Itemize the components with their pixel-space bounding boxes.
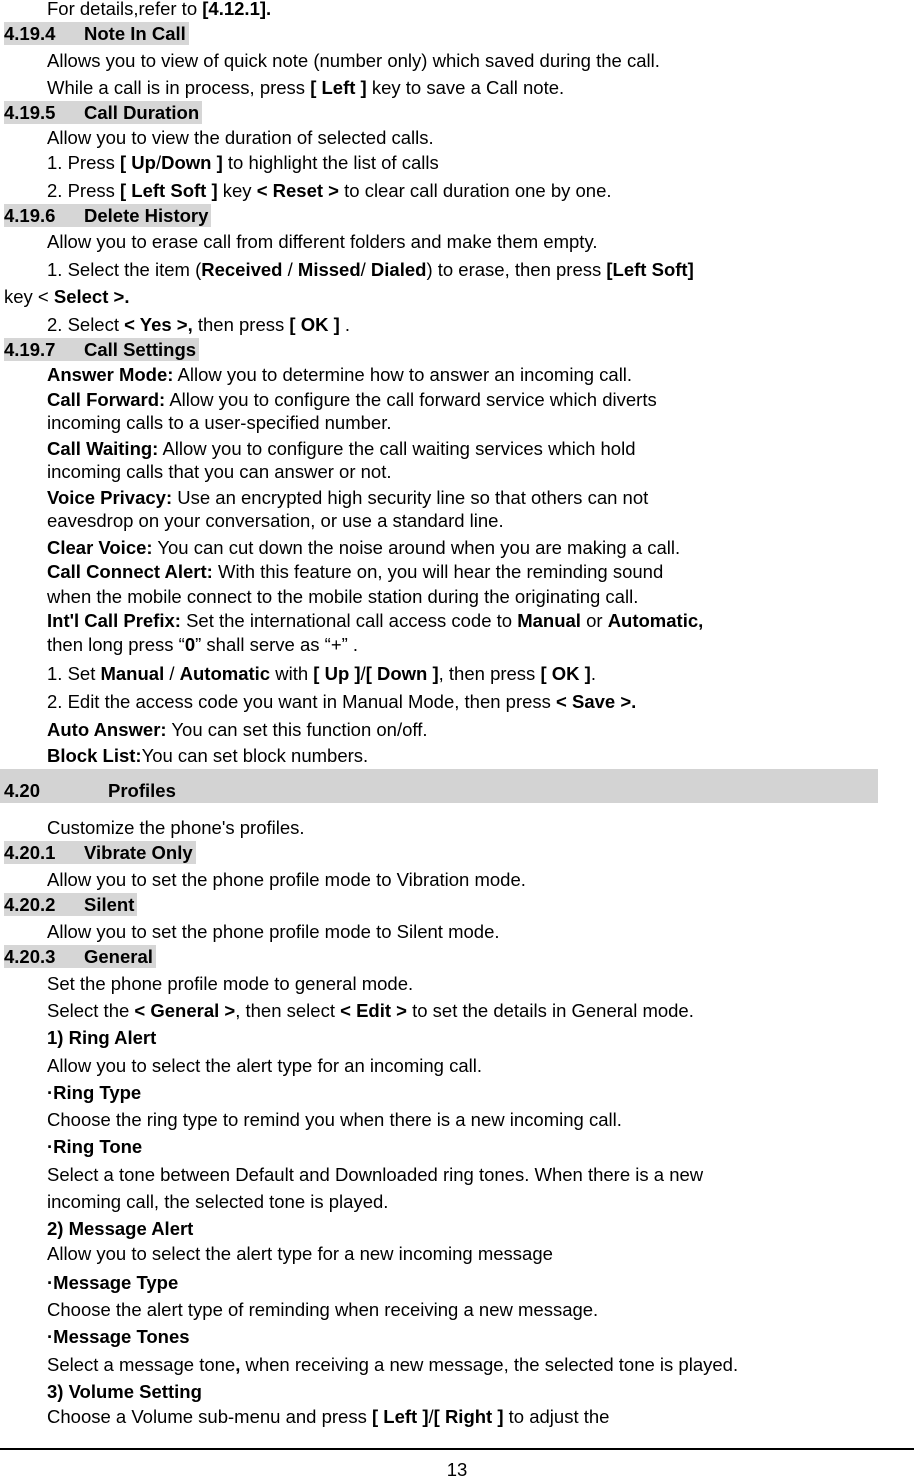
subheading-ring-type: ·Ring Type [47, 1082, 142, 1103]
paragraph: Customize the phone's profiles. [47, 817, 305, 838]
subheading-message-alert: 2) Message Alert [47, 1218, 194, 1239]
paragraph: Allows you to view of quick note (number only) which saved during the call. [47, 50, 660, 71]
section-heading-4-20-2: 4.20.2 Silent [4, 893, 137, 916]
step: 1. Press [ Up/Down ] to highlight the list of calls [47, 152, 439, 173]
section-heading-4-19-5: 4.19.5 Call Duration [4, 101, 202, 124]
paragraph: Choose the ring type to remind you when there is a new incoming call. [47, 1109, 622, 1130]
paragraph: Select a message tone, when receiving a new message, the selected tone is played. [47, 1354, 739, 1375]
paragraph: While a call is in process, press [ Left ] key to save a Call note. [47, 77, 565, 98]
section-heading-4-19-7: 4.19.7 Call Settings [4, 338, 199, 361]
step: 2. Edit the access code you want in Manual Mode, then press < Save >. [47, 691, 637, 712]
paragraph: Select a tone between Default and Downloaded ring tones. When there is a new [47, 1164, 704, 1185]
subheading-ring-tone: ·Ring Tone [47, 1136, 143, 1157]
step-continuation: key < Select >. [4, 286, 130, 307]
paragraph: Allow you to select the alert type for an incoming call. [47, 1055, 482, 1076]
section-heading-4-19-6: 4.19.6 Delete History [4, 204, 211, 227]
setting-call-waiting: Call Waiting: Allow you to configure the call waiting services which hold [47, 438, 636, 459]
setting-voice-privacy-cont: eavesdrop on your conversation, or use a standard line. [47, 510, 504, 531]
section-title: Profiles [108, 780, 176, 801]
section-band-4-20 [0, 769, 878, 803]
subheading-message-tones: ·Message Tones [47, 1326, 190, 1347]
paragraph: Select the < General >, then select < Edit > to set the details in General mode. [47, 1000, 694, 1021]
setting-intl-prefix: Int'l Call Prefix: Set the international call access code to Manual or Automatic, [47, 610, 704, 631]
setting-answer-mode: Answer Mode: Allow you to determine how to answer an incoming call. [47, 364, 633, 385]
section-heading-4-20-3: 4.20.3 General [4, 945, 156, 968]
paragraph: Allow you to set the phone profile mode to Silent mode. [47, 921, 500, 942]
refer-line: For details,refer to [4.12.1]. [47, 0, 272, 19]
paragraph: Choose the alert type of reminding when receiving a new message. [47, 1299, 599, 1320]
paragraph: Allow you to erase call from different folders and make them empty. [47, 231, 598, 252]
section-heading-4-20-1: 4.20.1 Vibrate Only [4, 841, 196, 864]
setting-intl-prefix-cont: then long press “0” shall serve as “+” . [47, 634, 359, 655]
section-number: 4.20 [4, 780, 41, 801]
step: 1. Set Manual / Automatic with [ Up ]/[ Down ], then press [ OK ]. [47, 663, 596, 684]
setting-auto-answer: Auto Answer: You can set this function on/off. [47, 719, 428, 740]
setting-call-connect-alert: Call Connect Alert: With this feature on, you will hear the reminding sound [47, 561, 664, 582]
section-heading-4-19-4: 4.19.4 Note In Call [4, 22, 189, 45]
setting-call-forward: Call Forward: Allow you to configure the call forward service which diverts [47, 389, 657, 410]
subheading-volume-setting: 3) Volume Setting [47, 1381, 202, 1402]
setting-call-connect-alert-cont: when the mobile connect to the mobile station during the originating call. [47, 586, 639, 607]
subheading-message-type: ·Message Type [47, 1272, 179, 1293]
step: 2. Press [ Left Soft ] key < Reset > to clear call duration one by one. [47, 180, 612, 201]
paragraph: Set the phone profile mode to general mode. [47, 973, 414, 994]
page-number: 13 [446, 1459, 468, 1480]
paragraph: Allow you to set the phone profile mode to Vibration mode. [47, 869, 526, 890]
step: 2. Select < Yes >, then press [ OK ] . [47, 314, 351, 335]
setting-clear-voice: Clear Voice: You can cut down the noise around when you are making a call. [47, 537, 681, 558]
setting-block-list: Block List:You can set block numbers. [47, 745, 369, 766]
paragraph: incoming call, the selected tone is played. [47, 1191, 389, 1212]
paragraph: Choose a Volume sub-menu and press [ Left ]/[ Right ] to adjust the [47, 1406, 610, 1427]
subheading-ring-alert: 1) Ring Alert [47, 1027, 157, 1048]
footer-rule [0, 1448, 914, 1450]
setting-call-forward-cont: incoming calls to a user-specified number. [47, 412, 392, 433]
setting-call-waiting-cont: incoming calls that you can answer or not. [47, 461, 392, 482]
paragraph: Allow you to view the duration of selected calls. [47, 127, 434, 148]
step: 1. Select the item (Received / Missed/ Dialed) to erase, then press [Left Soft] [47, 259, 694, 280]
paragraph: Allow you to select the alert type for a new incoming message [47, 1243, 553, 1264]
setting-voice-privacy: Voice Privacy: Use an encrypted high security line so that others can not [47, 487, 649, 508]
